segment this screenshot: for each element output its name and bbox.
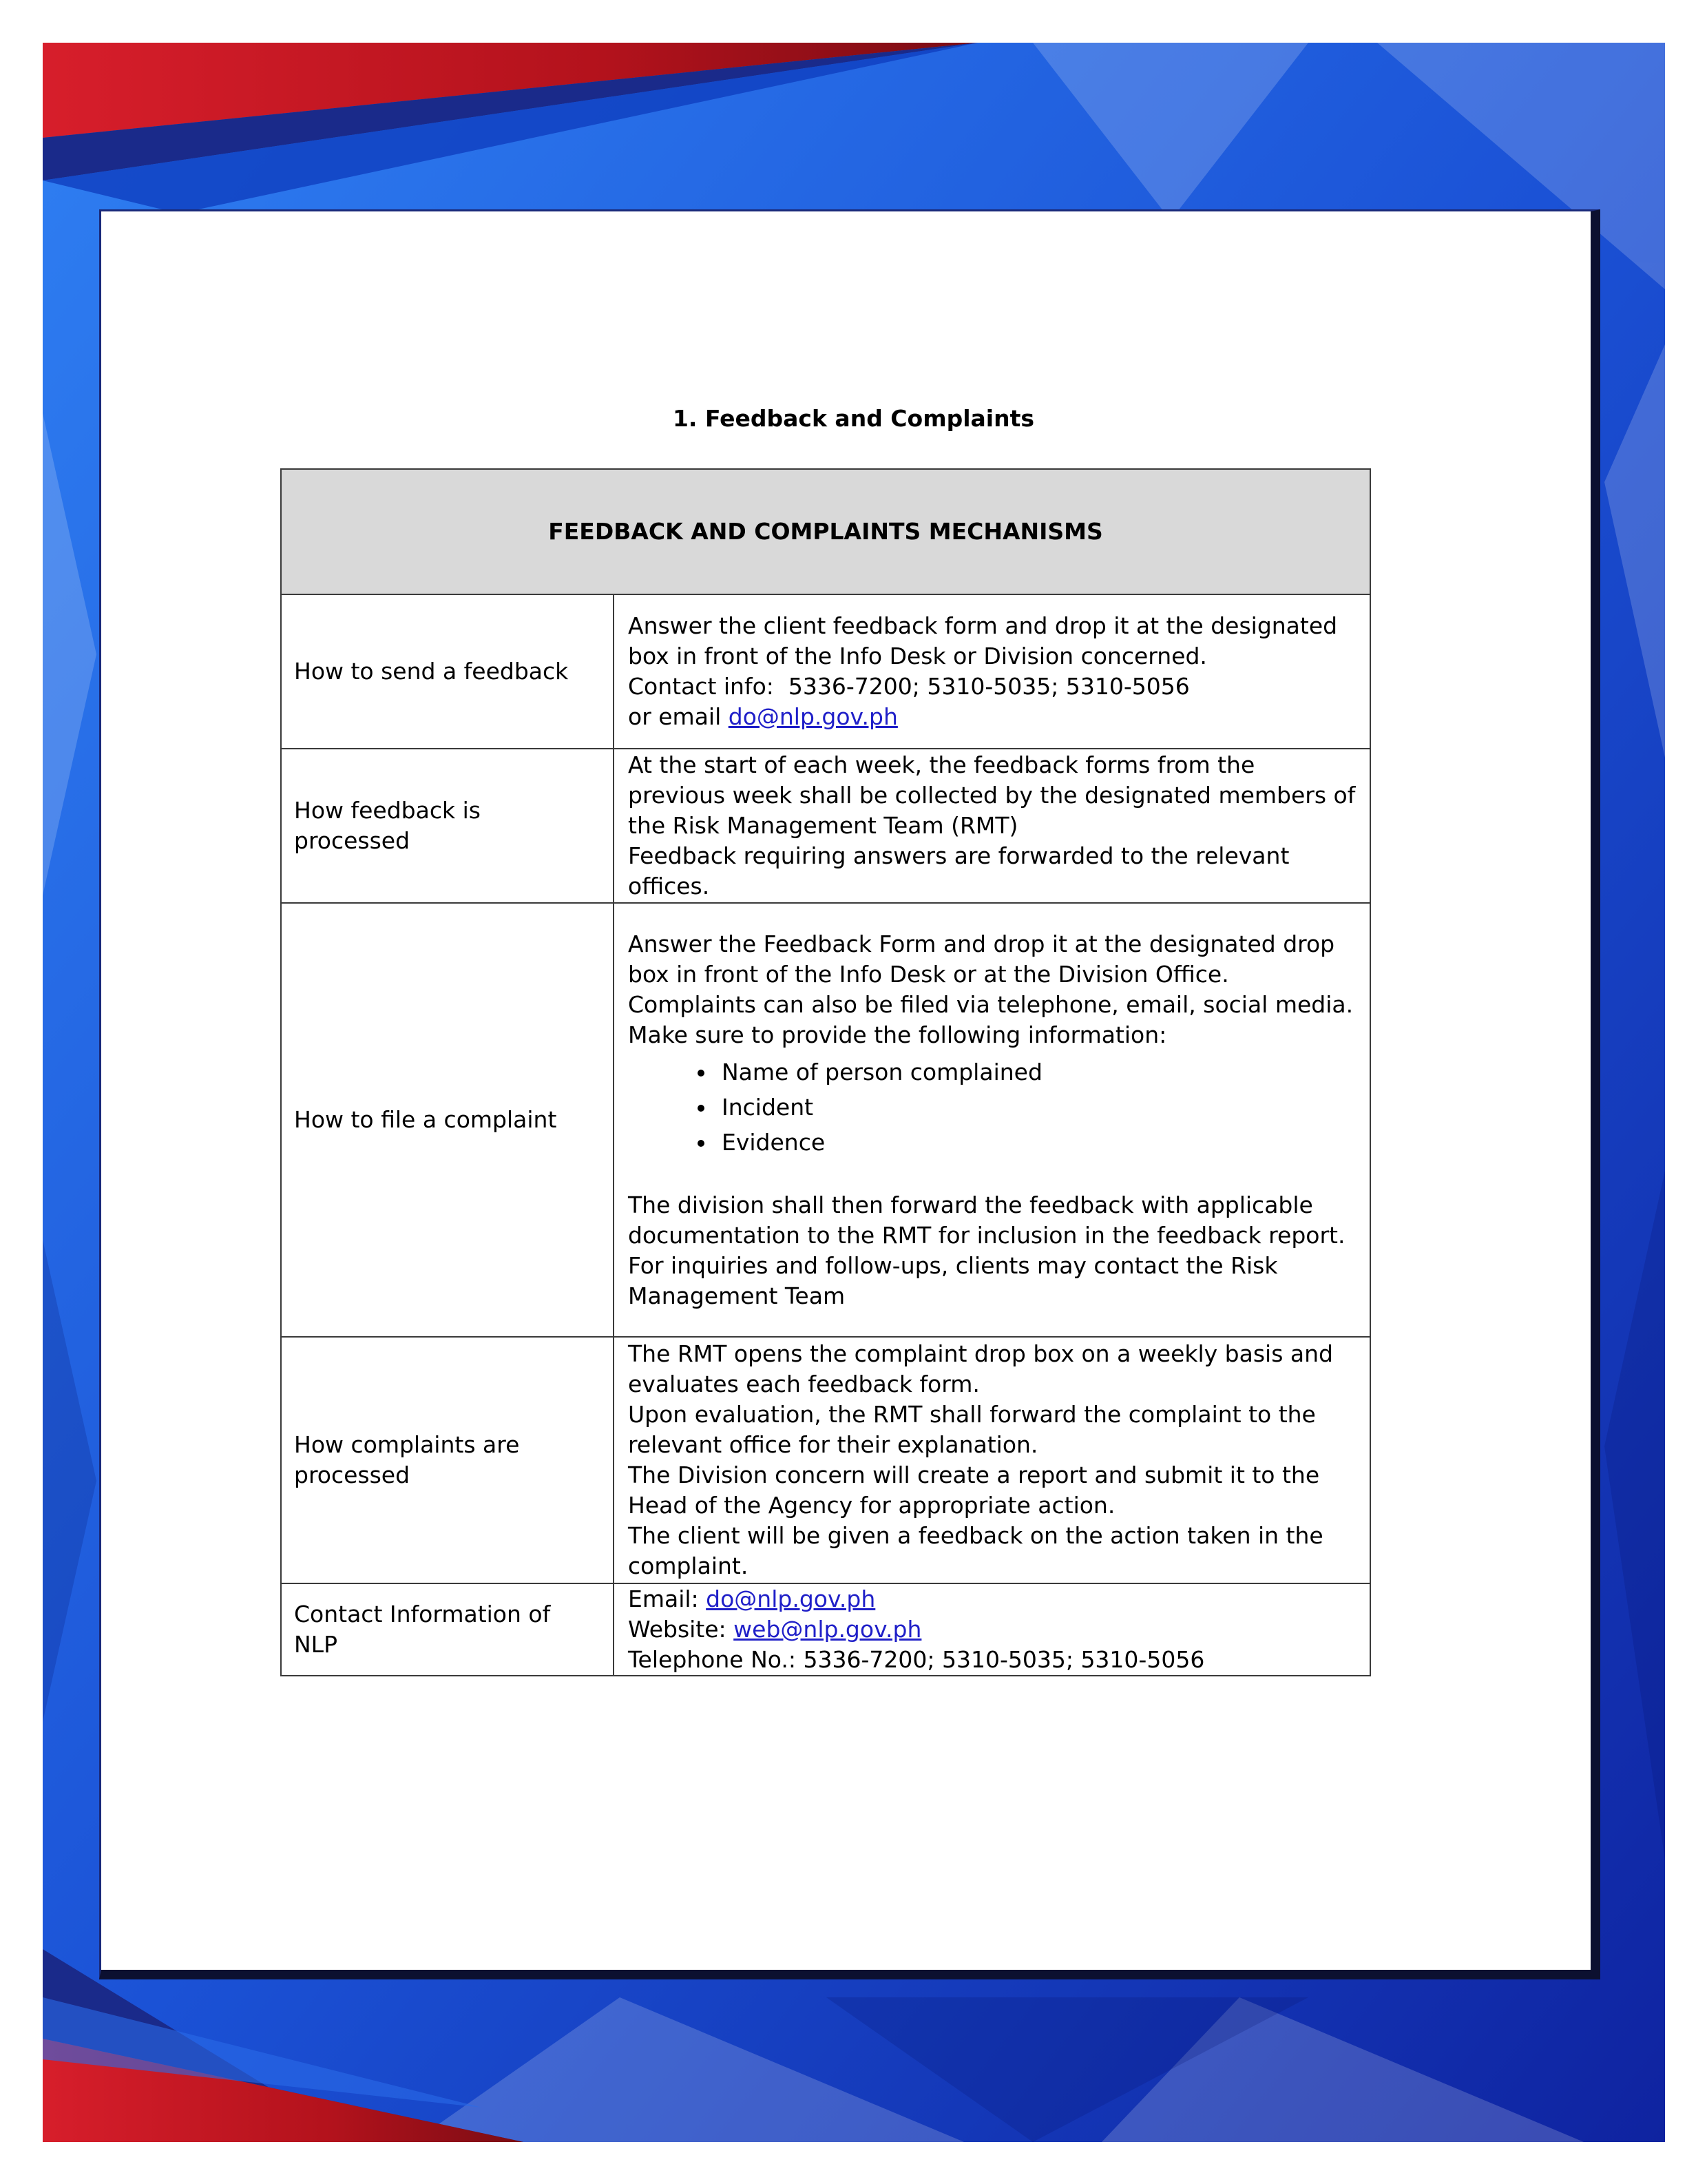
email-link[interactable]: do@nlp.gov.ph <box>728 703 898 730</box>
row-label: How feedback is processed <box>281 749 614 903</box>
email-line <box>628 702 1356 732</box>
table-row <box>281 749 1370 903</box>
row-text: Feedback requiring answers are forwarded to the relevant offices. <box>628 842 1290 899</box>
row-text: The Division concern will create a report and submit it to the Head of the Agency for appropriate action. <box>628 1462 1320 1519</box>
row-text: The RMT opens the complaint drop box on a weekly basis and evaluates each feedback form. <box>628 1340 1333 1397</box>
row-text: Answer the Feedback Form and drop it at the designated drop box in front of the Info Desk or at the Division Office. <box>628 930 1335 988</box>
row-text: The division shall then forward the feedback with applicable documentation to the RMT for inclusion in the feedback report. <box>628 1191 1345 1249</box>
row-label: How to send a feedback <box>281 594 614 749</box>
table-header-row <box>281 469 1370 594</box>
table-row <box>281 1583 1370 1676</box>
row-label: How to file a complaint <box>281 903 614 1337</box>
row-content <box>614 903 1370 1337</box>
row-text: At the start of each week, the feedback forms from the previous week shall be collected by the designated members of the Risk Management Team (RMT) <box>628 751 1356 839</box>
row-content <box>614 1337 1370 1583</box>
website-label: Website: <box>628 1616 734 1643</box>
email-prefix: or email <box>628 703 729 730</box>
row-text: Upon evaluation, the RMT shall forward the complaint to the relevant office for their explanation. <box>628 1401 1316 1458</box>
table-row <box>281 1337 1370 1583</box>
table-row <box>281 903 1370 1337</box>
telephone-line: Telephone No.: 5336-7200; 5310-5035; 5310-5056 <box>628 1646 1205 1673</box>
row-content <box>614 1583 1370 1676</box>
section-title: 1. Feedback and Complaints <box>672 405 1035 432</box>
list-item: • Evidence <box>716 1125 1356 1160</box>
row-label: How complaints are processed <box>281 1337 614 1583</box>
row-text: Contact info: 5336-7200; 5310-5035; 5310-5056 <box>628 673 1190 700</box>
row-text: The client will be given a feedback on the action taken in the complaint. <box>628 1522 1323 1579</box>
list-item: • Incident <box>716 1090 1356 1125</box>
row-content <box>614 594 1370 749</box>
info-bullet-list <box>628 1054 1356 1160</box>
table-header: FEEDBACK AND COMPLAINTS MECHANISMS <box>281 469 1370 594</box>
email-link[interactable]: do@nlp.gov.ph <box>706 1585 876 1612</box>
contact-website-line <box>628 1614 1356 1645</box>
feedback-complaints-table <box>280 468 1371 1676</box>
email-label: Email: <box>628 1585 706 1612</box>
row-text: Complaints can also be filed via telephone, email, social media. Make sure to provide the following information: <box>628 990 1354 1048</box>
row-text: For inquiries and follow-ups, clients may contact the Risk Management Team <box>628 1251 1278 1309</box>
row-label: Contact Information of NLP <box>281 1583 614 1676</box>
contact-email-line <box>628 1584 1356 1614</box>
row-text: Answer the client feedback form and drop it at the designated box in front of the Info Desk or Division concerned. <box>628 612 1338 669</box>
list-item: • Name of person complained <box>716 1054 1356 1090</box>
table-row <box>281 594 1370 749</box>
website-link[interactable]: web@nlp.gov.ph <box>733 1616 922 1643</box>
row-content <box>614 749 1370 903</box>
